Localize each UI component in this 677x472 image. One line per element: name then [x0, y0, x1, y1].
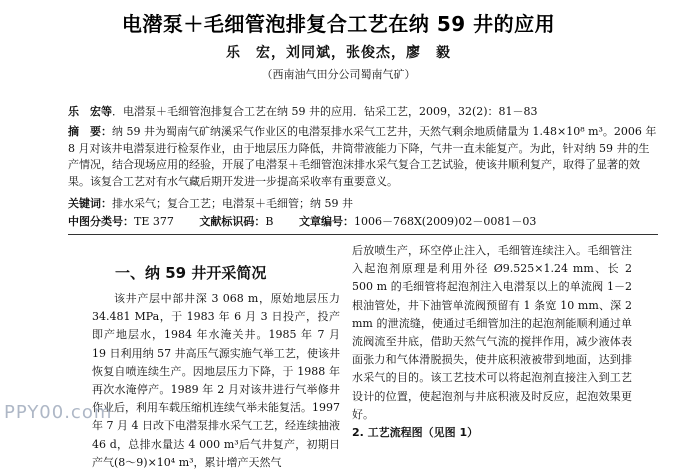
class-value: TE 377 [134, 215, 174, 228]
class-label: 中图分类号： [68, 215, 134, 228]
section-heading: 一、纳 59 井开采简况 [115, 264, 267, 282]
citation-line [68, 104, 658, 121]
class-number [68, 215, 174, 228]
watermark: PPY00.com [4, 402, 113, 423]
article-no-label: 文章编号： [298, 215, 354, 228]
doc-code-label: 文献标识码： [199, 215, 266, 228]
keywords-text: 排水采气；复合工艺；电潜泵＋毛细管；纳 59 井 [112, 197, 353, 210]
article-number [299, 215, 536, 228]
right-column [352, 242, 632, 442]
section-body: 该井产层中部井深 3 068 m，原始地层压力 34.481 MPa，于 1983 年 6 月 3 日投产，投产即产地层水，1984 年水淹关井。1985 年 7 月 19 日利用纳 57 井高压气源实施气举工艺，使该井恢复自喷连续生产。因地层压力下降，于 1988 年再次水淹停产。1989 年 2 月对该井进行气举修井作业后，利用车载压缩机连续气举未能复活。1997 年 7 月 4 日改下电潜泵排水采气工艺，经连续抽液 46 d，总排水量达 4 000 m³后气井复产，初期日产气(8～9)×10⁴ m³，累计增产天然气 [92, 292, 340, 469]
abstract-text: 纳 59 井为蜀南气矿纳溪采气作业区的电潜泵排水采气工艺井，天然气剩余地质储量为 1.48×10⁸ m³。2006 年 8 月对该井电潜泵进行检泵作业，由于地层压力降低，井筒带液能力下降，气井一直未能复产。为此，针对纳 59 井的生产情况，结合现场应用的经验，开展了电潜泵＋毛细管泡沫排水采气复合工艺试验，使该井顺利复产，取得了显著的效果。该复合工艺对有水气藏后期开发进一步提高采收率有重要意义。 [68, 125, 657, 188]
divider [68, 234, 658, 235]
keywords [68, 196, 658, 213]
keywords-label: 关键词： [68, 197, 112, 210]
abstract [68, 124, 658, 190]
paper-authors: 乐 宏，刘同斌，张俊杰，廖 毅 [226, 45, 451, 61]
paper-title: 电潜泵＋毛细管泡排复合工艺在纳 59 井的应用 [121, 12, 556, 36]
doc-code [199, 215, 273, 228]
abstract-label: 摘 要： [68, 125, 112, 138]
doc-code-value: B [265, 215, 274, 228]
subsection-heading: 2. 工艺流程图（见图 1） [352, 426, 479, 440]
citation-text: ．电潜泵＋毛细管泡排复合工艺在纳 59 井的应用．钻采工艺，2009，32(2)：81－83 [112, 105, 538, 118]
article-no-value: 1006－768X(2009)02－0081－03 [353, 215, 537, 228]
left-column [92, 290, 340, 472]
paper-affiliation: （西南油气田分公司蜀南气矿） [261, 68, 416, 81]
classification-line [68, 214, 658, 231]
citation-author: 乐 宏等 [68, 105, 112, 118]
right-column-text: 后放喷生产，环空停止注入，毛细管连续注入。毛细管注入起泡剂原理是利用外径 Ø9.525×1.24 mm、长 2 500 m 的毛细管将起泡剂注入电潜泵以上的单流阀 1－2 根油管处，井下油管单流阀预留有 1 条宽 10 mm、深 2 mm 的泄流缝，使通过毛细管加注的起泡剂能顺利通过单流阀流至井底，借助天然气气流的搅拌作用，减少液体表面张力和气体滑脱损失，使井底积液被带到地面，达到排水采气的目的。该工艺技术可以将起泡剂直接注入到工艺设计的位置，使起泡剂与井底积液及时反应，起泡效果更好。 [352, 244, 632, 421]
